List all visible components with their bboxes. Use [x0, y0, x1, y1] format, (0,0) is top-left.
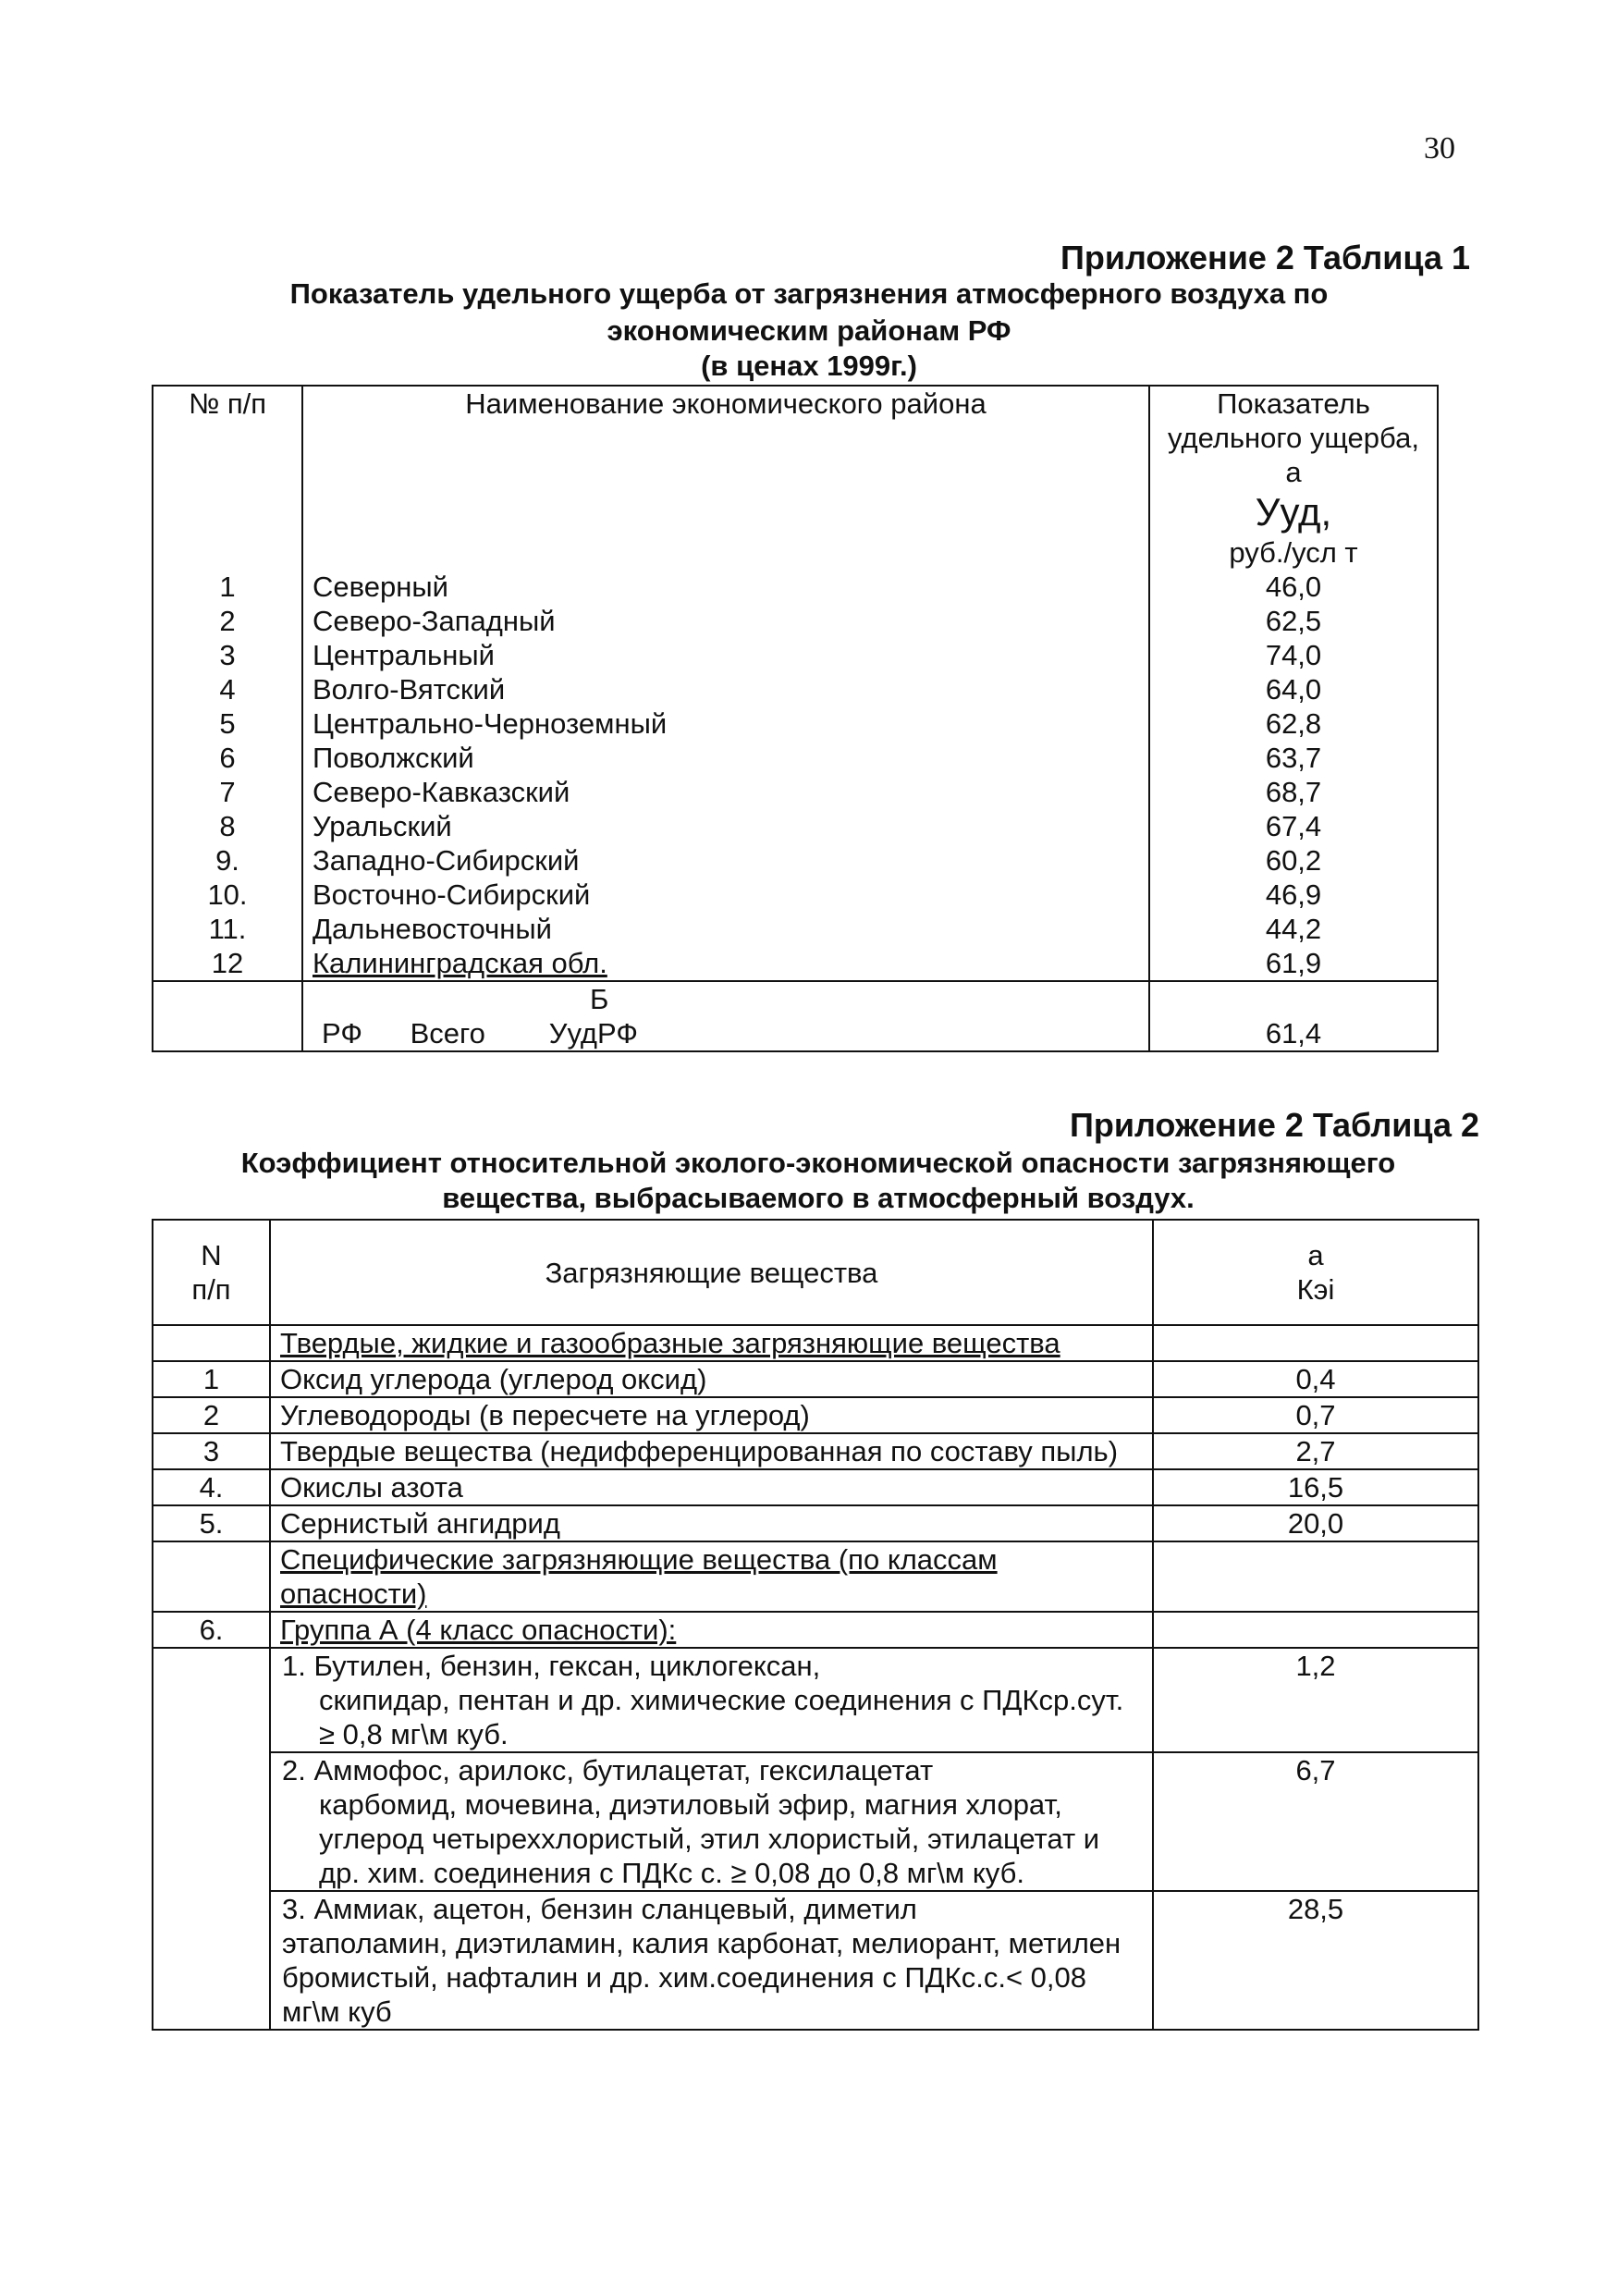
header-num: № п/п	[153, 386, 302, 570]
header-value-line1: Показатель	[1217, 387, 1370, 420]
subitem-text	[270, 1752, 1153, 1891]
page-number: 30	[1424, 131, 1455, 166]
row-name: Поволжский	[302, 741, 1149, 775]
table-row	[153, 1433, 1478, 1469]
subitem-rest: этаполамин, диэтиламин, калия карбонат, мелиорант, метилен бромистый, нафталин и др. хим.соединения с ПДКс.с.< 0,08 мг\м куб	[282, 1927, 1122, 2028]
row-value: 63,7	[1149, 741, 1438, 775]
header-value	[1153, 1220, 1478, 1325]
section-row	[153, 1541, 1478, 1612]
subitem-value: 6,7	[1153, 1752, 1478, 1891]
row-name: Окислы азота	[270, 1469, 1153, 1505]
table-row	[153, 570, 1438, 604]
row-value: 46,0	[1149, 570, 1438, 604]
row-num: 4	[153, 672, 302, 706]
header-value-unit: руб./усл т	[1229, 536, 1358, 569]
row-value: 61,9	[1149, 946, 1438, 981]
table1-total-row	[153, 981, 1438, 1051]
table-row	[153, 1505, 1478, 1541]
row-value: 16,5	[1153, 1469, 1478, 1505]
total-label-cell	[302, 981, 1149, 1051]
row-num: 3	[153, 638, 302, 672]
row-name: Центрально-Черноземный	[302, 706, 1149, 741]
table2-header-row	[153, 1220, 1478, 1325]
subitem-first-line: 3. Аммиак, ацетон, бензин сланцевый, диметил	[282, 1893, 917, 1925]
header-value-symbol: Ууд,	[1255, 490, 1332, 534]
table2-title-line1: Коэффициент относительной эколого-экономической опасности загрязняющего	[240, 1147, 1396, 1179]
row-num: 2	[153, 604, 302, 638]
table1-appendix-label: Приложение 2 Таблица 1	[1060, 239, 1470, 276]
list-item	[153, 1752, 1478, 1891]
row-num: 2	[153, 1397, 270, 1433]
subitem-text	[270, 1648, 1153, 1752]
table-row	[153, 604, 1438, 638]
row-num: 4.	[153, 1469, 270, 1505]
row-name: Дальневосточный	[302, 912, 1149, 946]
row-num: 5.	[153, 1505, 270, 1541]
subitem-text	[270, 1891, 1153, 2030]
row-name: Сернистый ангидрид	[270, 1505, 1153, 1541]
table-row	[153, 878, 1438, 912]
table-row	[153, 672, 1438, 706]
row-value: 62,5	[1149, 604, 1438, 638]
row-name: Северный	[302, 570, 1149, 604]
row-value: 67,4	[1149, 809, 1438, 843]
row-value: 46,9	[1149, 878, 1438, 912]
section1-label: Твердые, жидкие и газообразные загрязняющие вещества	[270, 1325, 1153, 1361]
table-row	[153, 706, 1438, 741]
header-name: Наименование экономического района	[302, 386, 1149, 570]
row-num: 6	[153, 741, 302, 775]
group-label: Группа А (4 класс опасности):	[270, 1612, 1153, 1648]
total-label: РФ Всего УудРФ	[322, 1017, 638, 1050]
row-name: Северо-Кавказский	[302, 775, 1149, 809]
row-value: 60,2	[1149, 843, 1438, 878]
total-sup: Б	[590, 983, 609, 1015]
header-num-line2: п/п	[191, 1273, 231, 1306]
header-num-line1: N	[201, 1239, 222, 1271]
row-name: Углеводороды (в пересчете на углерод)	[270, 1397, 1153, 1433]
row-num: 1	[153, 570, 302, 604]
table1-header-row	[153, 386, 1438, 570]
table-row	[153, 775, 1438, 809]
table2-appendix-label: Приложение 2 Таблица 2	[1070, 1106, 1479, 1144]
table-row	[153, 1469, 1478, 1505]
subitem-rest: карбомид, мочевина, диэтиловый эфир, магния хлорат, углерод четыреххлористый, этил хлористый, этилацетат и др. хим. соединения с ПДКс с. ≥ 0,08 до 0,8 мг\м куб.	[319, 1788, 1100, 1889]
table-row	[153, 741, 1438, 775]
row-name: Северо-Западный	[302, 604, 1149, 638]
header-num	[153, 1220, 270, 1325]
row-num: 9.	[153, 843, 302, 878]
row-value: 74,0	[1149, 638, 1438, 672]
row-value: 68,7	[1149, 775, 1438, 809]
row-name: Калининградская обл.	[302, 946, 1149, 981]
row-num: 12	[153, 946, 302, 981]
subitem-value: 28,5	[1153, 1891, 1478, 2030]
table-row	[153, 638, 1438, 672]
row-value: 20,0	[1153, 1505, 1478, 1541]
row-name: Твердые вещества (недифференцированная по составу пыль)	[270, 1433, 1153, 1469]
row-num: 3	[153, 1433, 270, 1469]
header-value-line2: удельного ущерба,	[1168, 422, 1419, 454]
row-name: Оксид углерода (углерод оксид)	[270, 1361, 1153, 1397]
group-row	[153, 1612, 1478, 1648]
table-row	[153, 809, 1438, 843]
table-row	[153, 946, 1438, 981]
row-name: Западно-Сибирский	[302, 843, 1149, 878]
row-value: 2,7	[1153, 1433, 1478, 1469]
table-row	[153, 843, 1438, 878]
subitem-value: 1,2	[1153, 1648, 1478, 1752]
section-row	[153, 1325, 1478, 1361]
row-num: 1	[153, 1361, 270, 1397]
table-row	[153, 1361, 1478, 1397]
list-item	[153, 1891, 1478, 2030]
section2-label: Специфические загрязняющие вещества (по классам опасности)	[270, 1541, 1153, 1612]
row-value: 44,2	[1149, 912, 1438, 946]
table1-title-line3: (в ценах 1999г.)	[701, 350, 917, 382]
row-num: 10.	[153, 878, 302, 912]
group-num: 6.	[153, 1612, 270, 1648]
row-name: Центральный	[302, 638, 1149, 672]
header-value	[1149, 386, 1438, 570]
row-num: 11.	[153, 912, 302, 946]
header-name: Загрязняющие вещества	[270, 1220, 1153, 1325]
table-row	[153, 1397, 1478, 1433]
table1	[152, 385, 1439, 1052]
row-num: 5	[153, 706, 302, 741]
table-row	[153, 912, 1438, 946]
table2-title-line2: вещества, выбрасываемого в атмосферный воздух.	[442, 1182, 1195, 1214]
row-value: 0,7	[1153, 1397, 1478, 1433]
row-name: Восточно-Сибирский	[302, 878, 1149, 912]
row-num: 8	[153, 809, 302, 843]
subitem-rest: скипидар, пентан и др. химические соединения с ПДКср.сут. ≥ 0,8 мг\м куб.	[319, 1684, 1124, 1750]
table1-title-line1: Показатель удельного ущерба от загрязнения атмосферного воздуха по	[289, 277, 1329, 310]
total-value: 61,4	[1149, 981, 1438, 1051]
row-value: 62,8	[1149, 706, 1438, 741]
row-num: 7	[153, 775, 302, 809]
subitem-first-line: 2. Аммофос, арилокс, бутилацетат, гексилацетат	[282, 1754, 934, 1786]
row-name: Волго-Вятский	[302, 672, 1149, 706]
header-value-sup: а	[1285, 456, 1302, 488]
row-value: 0,4	[1153, 1361, 1478, 1397]
table2	[152, 1219, 1479, 2031]
list-item	[153, 1648, 1478, 1752]
subitem-first-line: 1. Бутилен, бензин, гексан, циклогексан,	[282, 1650, 821, 1682]
header-value-symbol: Кэi	[1296, 1273, 1335, 1306]
header-value-sup: а	[1307, 1239, 1324, 1271]
row-name: Уральский	[302, 809, 1149, 843]
row-value: 64,0	[1149, 672, 1438, 706]
table1-title-line2: экономическим районам РФ	[607, 314, 1011, 347]
